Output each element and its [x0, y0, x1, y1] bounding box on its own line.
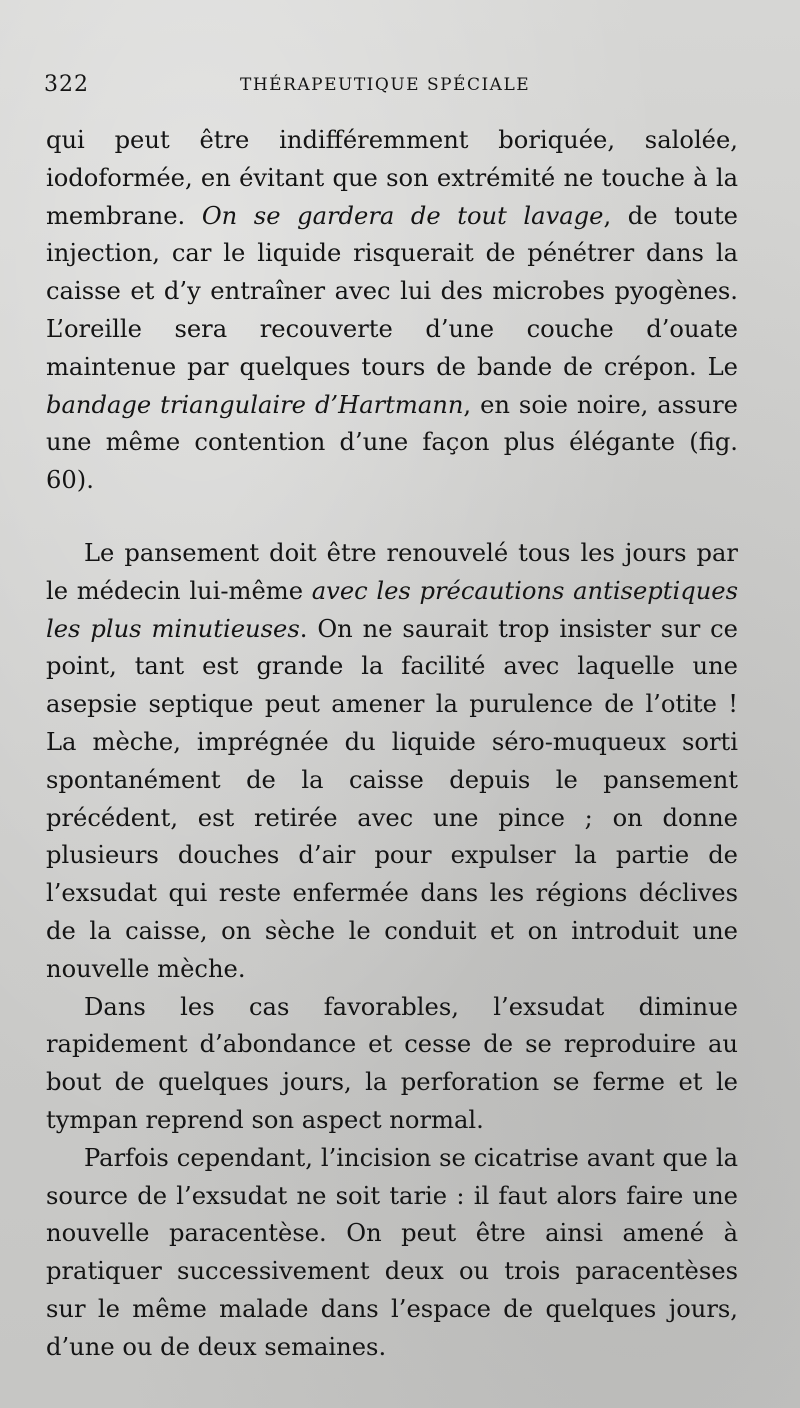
paragraph-continued	[46, 122, 738, 500]
page-number: 322	[44, 72, 89, 97]
paragraph-text: . On ne saurait trop insister sur ce point, tant est grande la facilité avec laquelle une asepsie septique peut amener la purulence de l’otite ! La mèche, imprégnée du liquide séro-muqueux sorti spontanément de la caisse depuis le pansement précédent, est retirée avec une pince ; on donne plusieurs douches d’air pour expulser la partie de l’exsudat qui reste enfermée dans les régions déclives de la caisse, on sèche le conduit et on introduit une nouvelle mèche.	[46, 614, 738, 983]
italic-emphasis: bandage triangulaire d’Hartmann	[46, 390, 464, 419]
paragraph-text: Le pansement doit être renouvelé tous les jours par le médecin lui-même	[46, 538, 738, 605]
paragraph-text: qui peut être indifféremment boriquée, salolée, iodoformée, en évitant que son extrémité ne touche à la membrane.	[46, 126, 738, 230]
running-title: THÉRAPEUTIQUE SPÉCIALE	[240, 75, 531, 95]
body-text	[46, 122, 738, 1367]
paragraph-paracentesis: Parfois cependant, l’incision se cicatrise avant que la source de l’exsudat ne soit tarie : il faut alors faire une nouvelle paracentèse. On peut être ainsi amené à pratiquer successivement deux ou trois paracentèses sur le même malade dans l’espace de quelques jours, d’une ou de deux semaines.	[46, 1143, 738, 1361]
italic-emphasis: avec les précautions antiseptiques les plus minutieuses	[46, 576, 739, 643]
running-head	[44, 72, 744, 106]
paragraph-favorable-cases: Dans les cas favorables, l’exsudat diminue rapidement d’abondance et cesse de se reproduire au bout de quelques jours, la perforation se ferme et le tympan reprend son aspect normal.	[46, 992, 738, 1134]
paragraph-text: , de toute injection, car le liquide risquerait de pénétrer dans la caisse et d’y entraîner avec lui des microbes pyogènes. L’oreille sera recouverte d’une couche d’ouate maintenue par quelques tours de bande de crépon. Le	[46, 201, 738, 381]
italic-emphasis: On se gardera de tout lavage	[201, 201, 604, 230]
paragraph-text: , en soie noire, assure une même contention d’une façon plus élégante (fig. 60).	[46, 390, 738, 495]
paragraph-dressing	[46, 535, 738, 989]
